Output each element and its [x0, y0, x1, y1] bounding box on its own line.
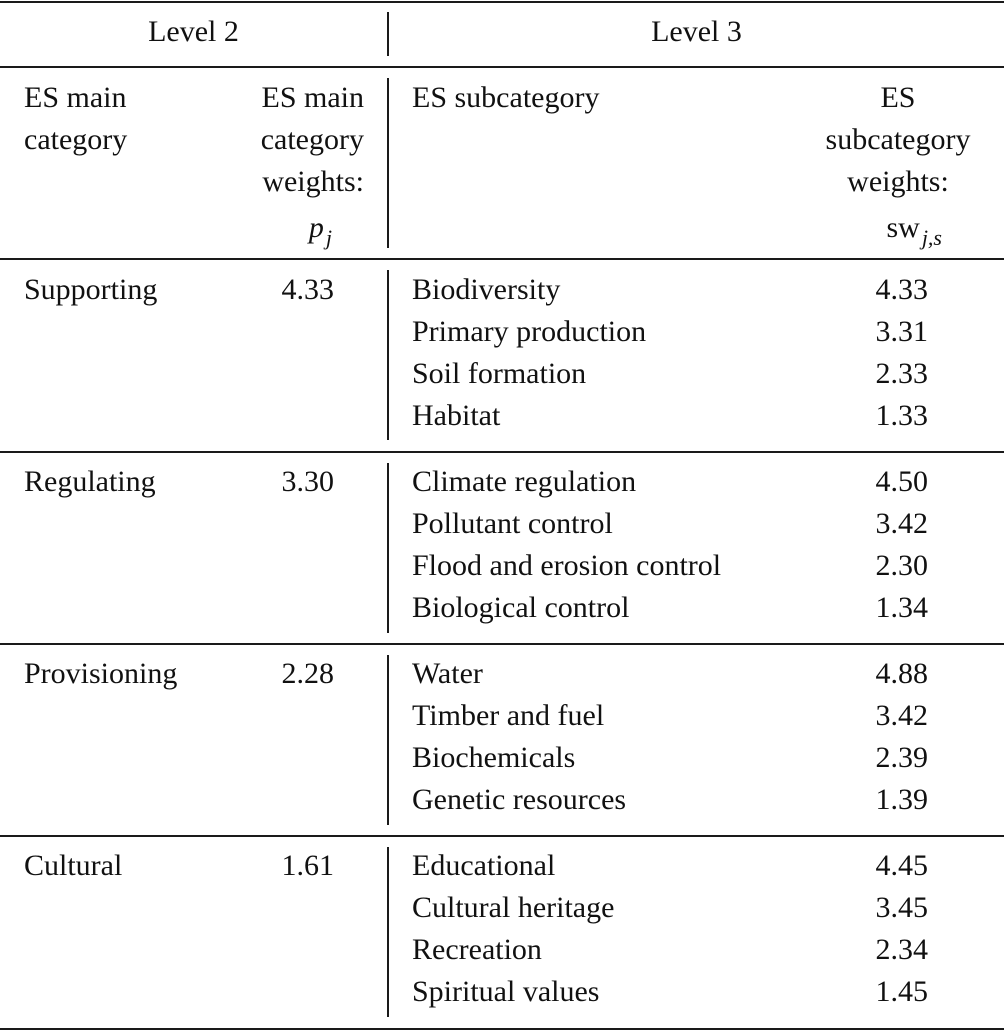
- subcategory-name: Flood and erosion control: [412, 549, 722, 582]
- subcategory-name: Biodiversity: [412, 273, 561, 306]
- sub-weight-symbol-sw: sw: [886, 211, 920, 244]
- group-name-provisioning: Provisioning: [24, 657, 178, 690]
- sub-weight-symbol-subscript: j,s: [921, 225, 942, 250]
- level-header-rule: [0, 66, 1004, 68]
- column-header-separator: [387, 78, 389, 248]
- sub-weight-header-line3: weights:: [847, 165, 949, 198]
- subcategory-header: ES subcategory: [412, 81, 600, 114]
- subcategory-name: Pollutant control: [412, 507, 613, 540]
- subcategory-weight: 1.33: [875, 399, 928, 432]
- subcategory-name: Habitat: [412, 399, 501, 432]
- main-category-header-line1: ES main: [24, 81, 127, 114]
- bottom-rule: [0, 1028, 1004, 1030]
- top-rule: [0, 1, 1004, 3]
- main-category-header-line2: category: [24, 123, 128, 156]
- subcategory-name: Primary production: [412, 315, 647, 348]
- subcategory-weight: 4.33: [875, 273, 928, 306]
- group-weight-regulating: 3.30: [281, 465, 334, 498]
- subcategory-name: Water: [412, 657, 483, 690]
- subcategory-weight: 2.39: [875, 741, 928, 774]
- main-weight-header-line1: ES main: [261, 81, 364, 114]
- subcategory-weight: 4.50: [875, 465, 928, 498]
- main-weight-header-line2: category: [260, 123, 364, 156]
- sub-weight-header-line1: ES: [880, 81, 916, 114]
- group-weight-supporting: 4.33: [281, 273, 334, 306]
- subcategory-name: Biochemicals: [412, 741, 576, 774]
- subcategory-name: Recreation: [412, 933, 542, 966]
- main-weight-symbol: [200, 207, 330, 251]
- group-divider-rule-3: [0, 835, 1004, 837]
- subcategory-name: Soil formation: [412, 357, 587, 390]
- subcategory-weight: 1.39: [875, 783, 928, 816]
- subcategory-weight: 1.34: [875, 591, 928, 624]
- group-name-supporting: Supporting: [24, 273, 158, 306]
- main-weight-symbol-subscript: j: [325, 225, 332, 250]
- subcategory-name: Spiritual values: [412, 975, 600, 1008]
- group-divider-rule-1: [0, 451, 1004, 453]
- group-weight-cultural: 1.61: [281, 849, 334, 882]
- subcategory-name: Genetic resources: [412, 783, 627, 816]
- sub-weight-header-line2: subcategory: [825, 123, 971, 156]
- subcategory-weight: 4.88: [875, 657, 928, 690]
- subcategory-weight: 3.45: [875, 891, 928, 924]
- group-name-cultural: Cultural: [24, 849, 123, 882]
- level3-header: Level 3: [651, 15, 742, 48]
- subcategory-weight: 3.42: [875, 699, 928, 732]
- level2-header: Level 2: [148, 15, 239, 48]
- subcategory-weight: 4.45: [875, 849, 928, 882]
- sub-weight-symbol: [760, 207, 940, 251]
- subcategory-name: Cultural heritage: [412, 891, 615, 924]
- subcategory-weight: 3.42: [875, 507, 928, 540]
- subcategory-name: Educational: [412, 849, 556, 882]
- subcategory-weight: 2.30: [875, 549, 928, 582]
- main-weight-symbol-p: p: [308, 211, 324, 244]
- subcategory-name: Timber and fuel: [412, 699, 605, 732]
- group-separator-4: [387, 847, 389, 1017]
- group-name-regulating: Regulating: [24, 465, 156, 498]
- group-separator-1: [387, 270, 389, 440]
- subcategory-weight: 2.34: [875, 933, 928, 966]
- subcategory-weight: 1.45: [875, 975, 928, 1008]
- subcategory-weight: 3.31: [875, 315, 928, 348]
- subcategory-name: Climate regulation: [412, 465, 637, 498]
- group-separator-2: [387, 463, 389, 633]
- column-header-rule: [0, 258, 1004, 260]
- subcategory-name: Biological control: [412, 591, 630, 624]
- subcategory-weight: 2.33: [875, 357, 928, 390]
- main-weight-header-line3: weights:: [262, 165, 364, 198]
- group-divider-rule-2: [0, 643, 1004, 645]
- group-separator-3: [387, 655, 389, 825]
- group-weight-provisioning: 2.28: [281, 657, 334, 690]
